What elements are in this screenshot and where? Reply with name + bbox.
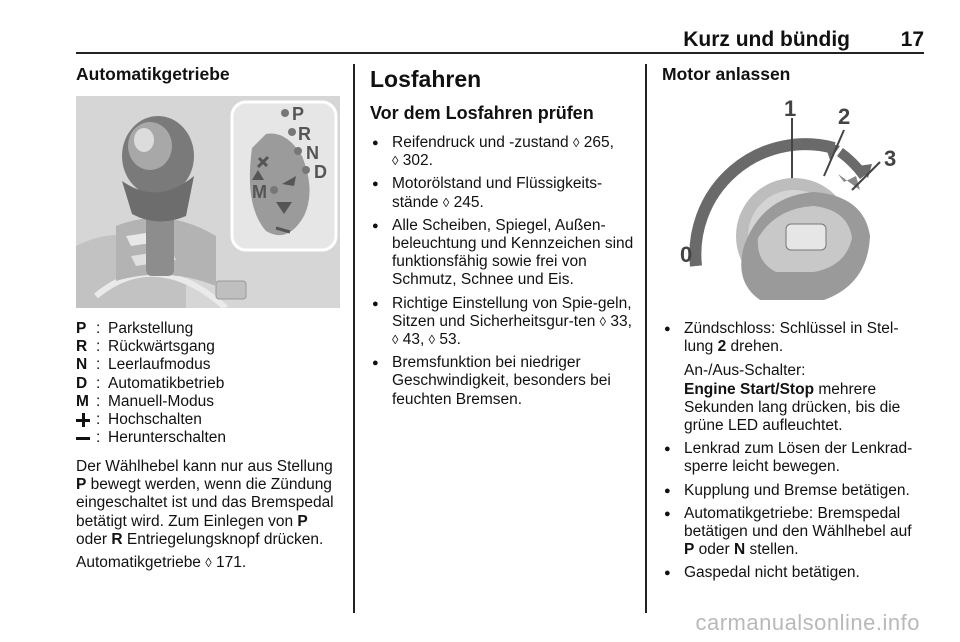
section-heading-losfahren: Losfahren <box>370 66 482 92</box>
reference-icon: ◊ <box>392 332 399 348</box>
legend-key: M <box>76 392 89 410</box>
list-item: ● Gaspedal nicht betätigen. <box>662 564 926 582</box>
legend-row-d: D : Automatikbetrieb <box>76 374 225 392</box>
reference-icon: ◊ <box>205 555 212 570</box>
shift-label-n: N <box>306 143 319 163</box>
ignition-position-3: 3 <box>884 146 897 171</box>
reference-icon: ◊ <box>572 135 580 150</box>
reference-icon: ◊ <box>599 313 607 329</box>
reference-icon: ◊ <box>442 194 450 210</box>
legend-key: N <box>76 356 88 374</box>
legend-row-r: R : Rückwärtsgang <box>76 338 215 356</box>
pre-drive-checklist <box>370 134 638 409</box>
legend-label: Leerlaufmodus <box>108 356 211 374</box>
legend-key: R <box>76 338 88 356</box>
legend-key: P <box>76 320 87 337</box>
page-number: 17 <box>900 28 924 51</box>
legend-label: Herunterschalten <box>108 429 227 447</box>
running-header-title: Kurz und bündig <box>683 28 850 51</box>
legend-label: Hochschalten <box>108 410 202 428</box>
legend-row-minus: : Herunterschalten <box>76 429 346 447</box>
list-item: ● Zündschloss: Schlüssel in Stel-lung 2 drehen. An-/Aus-Schalter: Engine Start/Stop mehrere Sekunden lang drücken, bis die grüne LED aufleuchtet. <box>662 320 926 435</box>
legend-label: Manuell-Modus <box>108 392 214 410</box>
column-divider-1 <box>353 64 355 613</box>
legend-row-m: M : Manuell-Modus <box>76 392 214 410</box>
header-rule <box>76 52 924 54</box>
list-item: ● Alle Scheiben, Spiegel, Außen-beleuchtung und Kennzeichen sind funktionsfähig sowie frei von Schmutz, Schnee und Eis. <box>370 217 638 290</box>
list-item: ● Automatikgetriebe: Bremspedal betätigen und den Wählhebel auf P oder N stellen. <box>662 505 926 560</box>
gear-selector-illustration <box>76 96 340 308</box>
legend-label: Parkstellung <box>108 320 194 337</box>
legend-key: D <box>76 374 88 392</box>
legend-row-plus: : Hochschalten <box>76 411 346 429</box>
list-item: ● Richtige Einstellung von Spie-geln, Sitzen und Sicherheitsgur-ten ◊ 33, ◊ 43, ◊ 53. <box>370 295 638 350</box>
section-heading-automatikgetriebe: Automatikgetriebe <box>76 64 230 84</box>
cross-reference-automatikgetriebe[interactable]: Automatikgetriebe ◊ 171. <box>76 554 247 571</box>
list-item: ● Lenkrad zum Lösen der Lenkrad-sperre leicht bewegen. <box>662 440 926 476</box>
column-divider-2 <box>645 64 647 613</box>
engine-start-steps <box>662 320 926 583</box>
list-item: ● Reifendruck und -zustand ◊ 265, ◊ 302. <box>370 134 638 170</box>
ignition-position-2: 2 <box>838 104 851 129</box>
shift-label-r: R <box>298 124 311 144</box>
watermark: carmanualsonline.info <box>695 610 920 635</box>
list-item: ● Bremsfunktion bei niedriger Geschwindigkeit, besonders bei feuchten Bremsen. <box>370 354 638 409</box>
plus-icon <box>76 413 90 427</box>
legend-row-n: N : Leerlaufmodus <box>76 356 211 374</box>
legend-row-p: P : Parkstellung <box>76 320 194 337</box>
shift-label-m: M <box>252 182 267 202</box>
ignition-position-0: 0 <box>680 242 693 267</box>
ignition-lock-illustration <box>664 96 926 306</box>
section-heading-motor-anlassen: Motor anlassen <box>662 64 791 84</box>
minus-icon <box>76 431 90 445</box>
reference-icon: ◊ <box>428 332 436 348</box>
subheading-vor-dem-losfahren: Vor dem Losfahren prüfen <box>370 103 594 123</box>
reference-icon: ◊ <box>392 153 399 169</box>
list-item: ● Motorölstand und Flüssigkeits-stände ◊ 245. <box>370 175 638 211</box>
ignition-position-1: 1 <box>784 96 797 121</box>
list-item: ● Kupplung und Bremse betätigen. <box>662 482 926 500</box>
gear-legend <box>76 320 346 447</box>
legend-label: Automatikbetrieb <box>108 374 225 392</box>
legend-label: Rückwärtsgang <box>108 338 215 356</box>
gear-lever-paragraph: Der Wählhebel kann nur aus Stellung P bewegt werden, wenn die Zündung eingeschaltet ist und das Bremspedal betätigt wird. Zum Einlegen von P oder R Entriegelungsknopf drücken. <box>76 458 334 548</box>
start-stop-note: An-/Aus-Schalter: Engine Start/Stop mehrere Sekunden lang drücken, bis die grüne LED aufleuchtet. <box>684 362 901 435</box>
shift-label-d: D <box>314 162 327 182</box>
shift-label-p: P <box>292 104 305 124</box>
